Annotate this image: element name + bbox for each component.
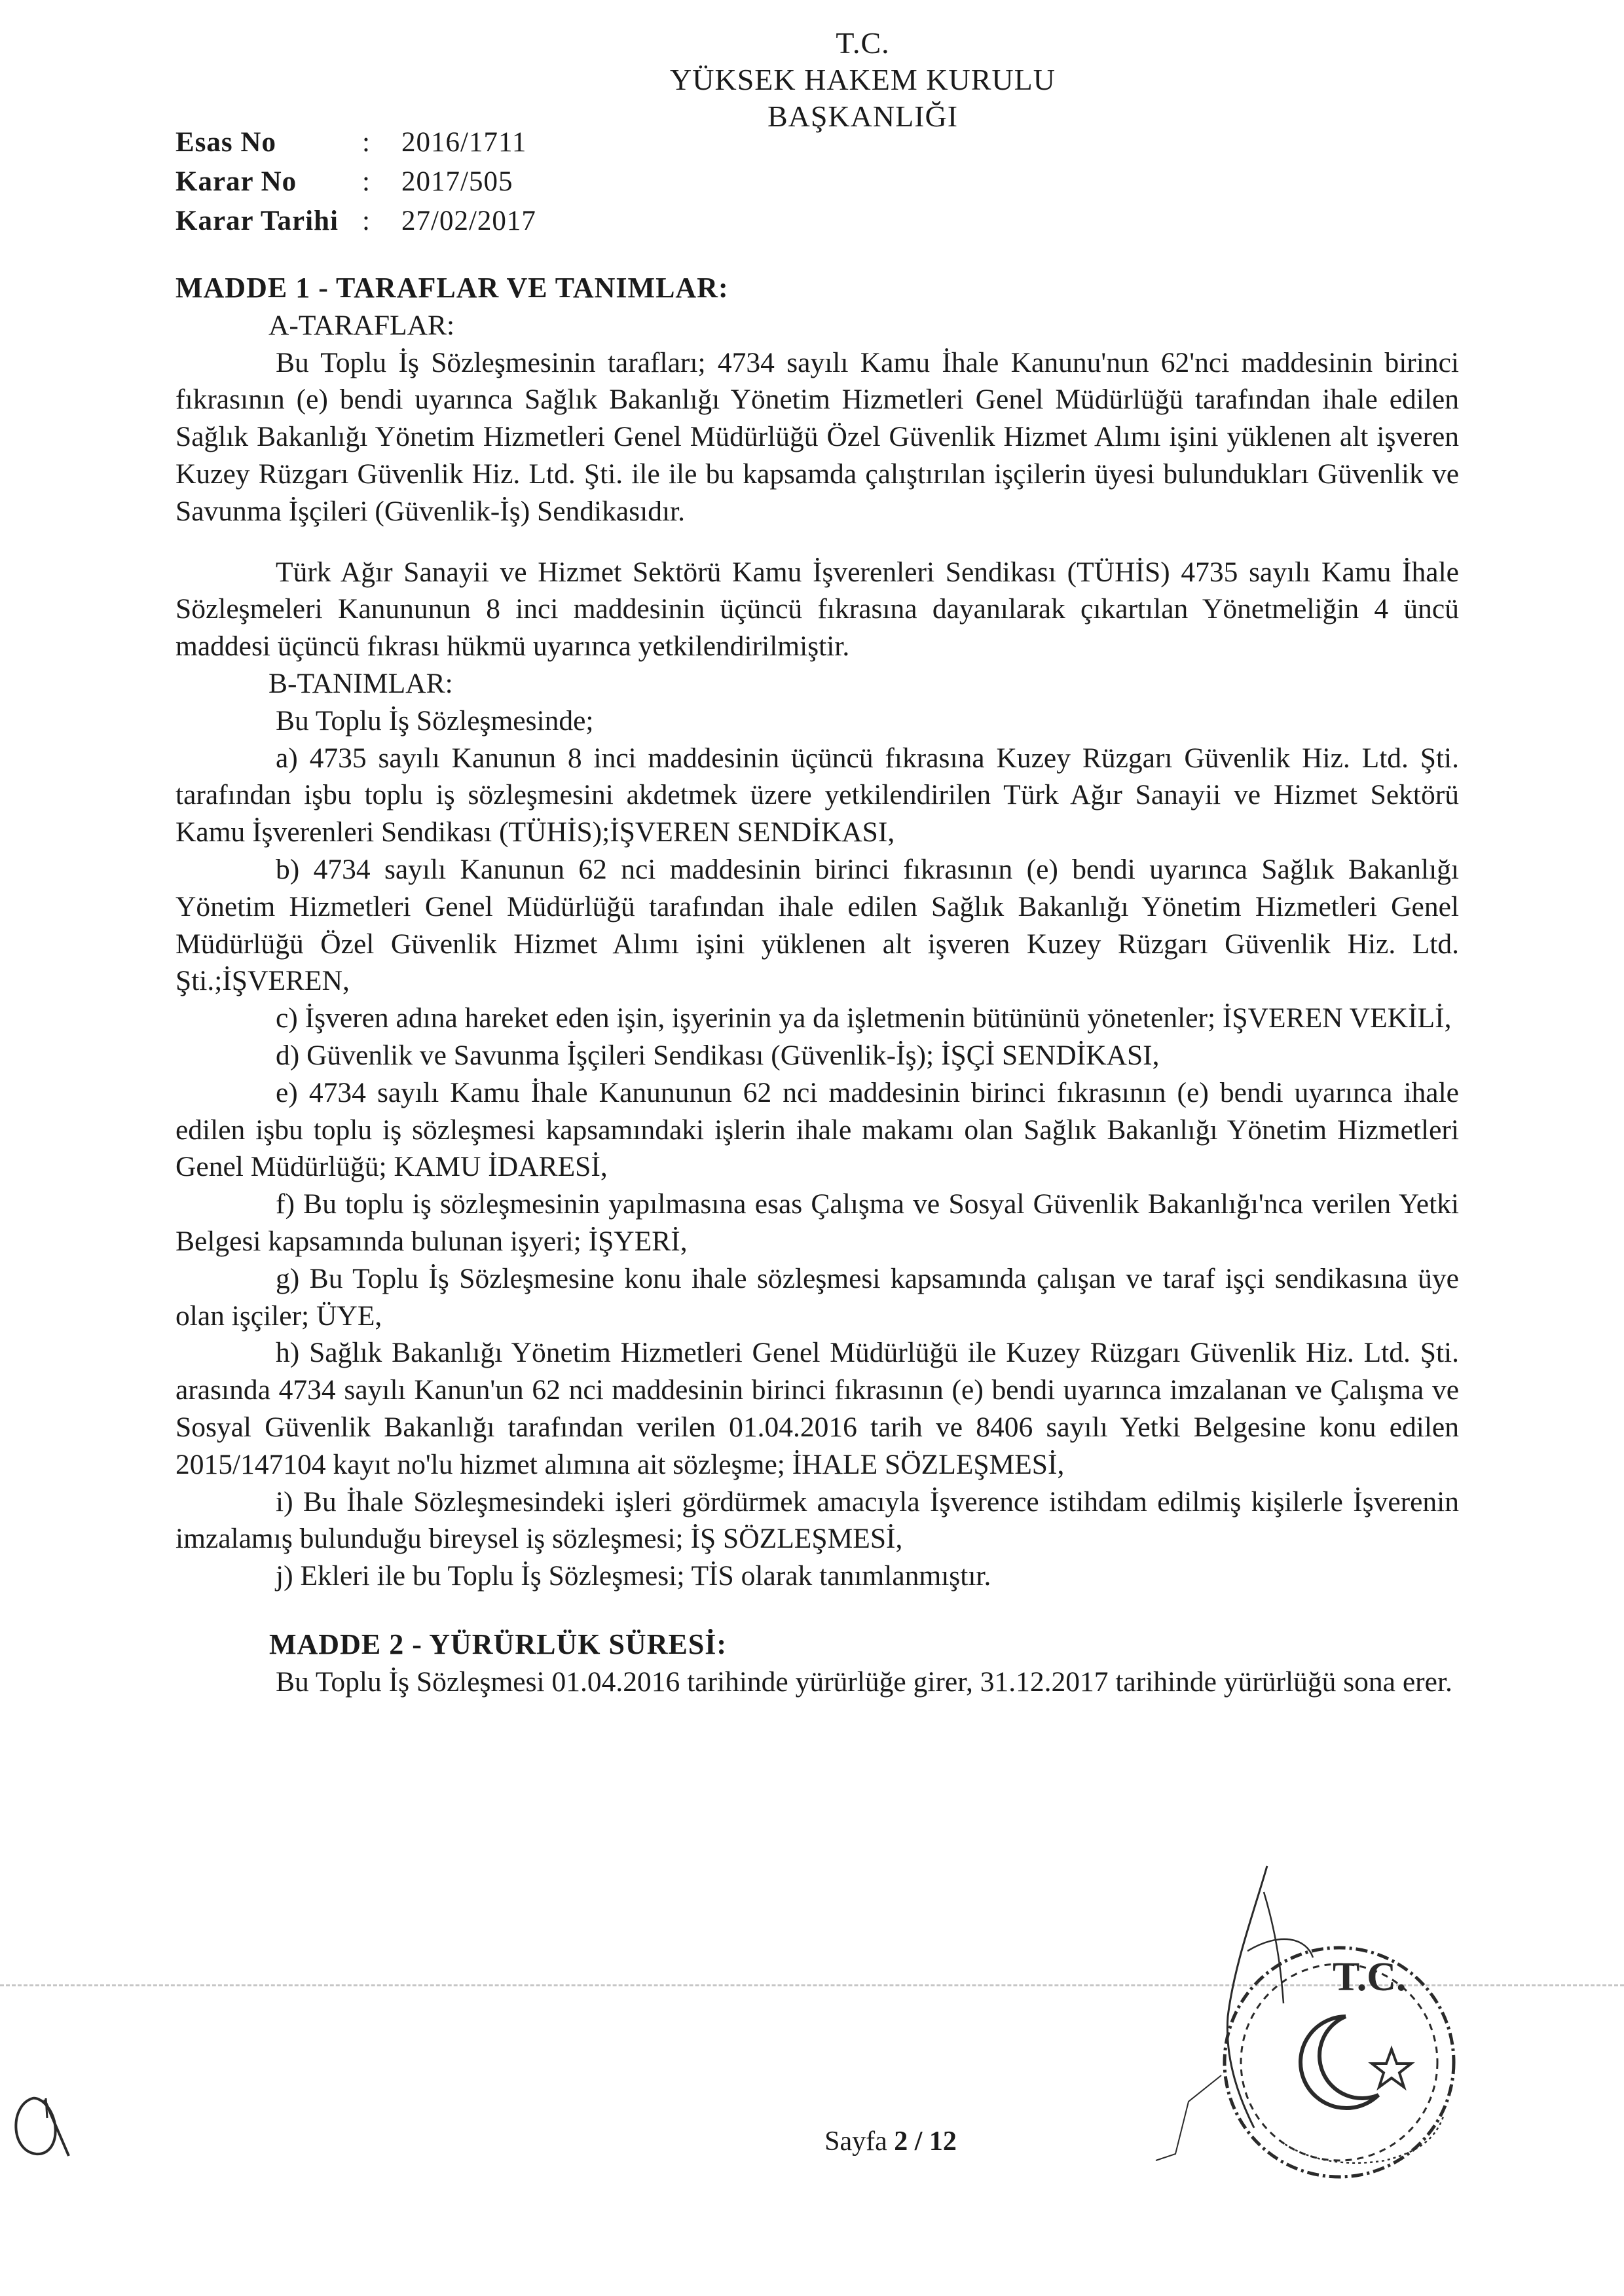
definition-d: d) Güvenlik ve Savunma İşçileri Sendikası (Güvenlik-İş); İŞÇİ SENDİKASI, [276, 1039, 1160, 1071]
page-current: 2 [894, 2126, 908, 2157]
page-separator: / [914, 2126, 923, 2157]
header-institution: YÜKSEK HAKEM KURULU [670, 63, 1056, 96]
madde1-heading: MADDE 1 - TARAFLAR VE TANIMLAR: [175, 272, 729, 304]
definition-g: g) Bu Toplu İş Sözleşmesine konu ihale sözleşmesi kapsamında çalışan ve taraf işçi sendikasına üye olan işçiler; ÜYE, [175, 1262, 1459, 1332]
definition-j: j) Ekleri ile bu Toplu İş Sözleşmesi; TİS olarak tanımlanmıştır. [276, 1560, 991, 1592]
karar-label: Karar No [175, 166, 297, 197]
taraflar-heading: A-TARAFLAR: [268, 309, 455, 341]
header-tc: T.C. [836, 26, 890, 60]
definition-b: b) 4734 sayılı Kanunun 62 nci maddesinin birinci fıkrasının (e) bendi uyarınca Sağlık Bakanlığı Yönetim Hizmetleri Genel Müdürlüğü tarafından ihale edilen Sağlık Bakanlığı Yönetim Hizmetleri Genel Müdürlüğü Özel Güvenlik Hizmet Alımı işini yüklenen alt işveren Kuzey Rüzgarı Güvenlik Hiz. Ltd. Şti.;İŞVEREN, [175, 853, 1459, 997]
seal-text: T.C. [1333, 1955, 1407, 1999]
spacer [175, 1595, 1459, 1626]
document-body [175, 270, 1459, 1700]
definition-f: f) Bu toplu iş sözleşmesinin yapılmasına esas Çalışma ve Sosyal Güvenlik Bakanlığı'nca verilen Yetki Belgesi kapsamında bulunan işyeri; İŞYERİ, [175, 1188, 1459, 1257]
tanimlar-heading: B-TANIMLAR: [268, 667, 453, 699]
karar-value: 2017/505 [401, 166, 513, 197]
definition-h: h) Sağlık Bakanlığı Yönetim Hizmetleri Genel Müdürlüğü ile Kuzey Rüzgarı Güvenlik Hiz. Ltd. Şti. arasında 4734 sayılı Kanun'un 62 nci maddesinin birinci fıkrasının (e) bendi uyarınca imzalanan ve Çalışma ve Sosyal Güvenlik Bakanlığı tarafından verilen 01.04.2016 tarih ve 8406 sayılı Yetki Belgesine konu edilen 2015/147104 kayıt no'lu hizmet alımına ait sözleşme; İHALE SÖZLEŞMESİ, [175, 1337, 1459, 1480]
definition-a: a) 4735 sayılı Kanunun 8 inci maddesinin üçüncü fıkrasına Kuzey Rüzgarı Güvenlik Hiz. Ltd. Şti. tarafından işbu toplu iş sözleşmesini akdetmek üzere yetkilendirilen Türk Ağır Sanayii ve Hizmet Sektörü Kamu İşverenleri Sendikası (TÜHİS);İŞVEREN SENDİKASI, [175, 742, 1459, 848]
esas-row [175, 123, 536, 162]
karar-row [175, 162, 536, 202]
tarih-label: Karar Tarihi [175, 206, 339, 236]
esas-label: Esas No [175, 127, 276, 158]
taraflar-paragraph-1: Bu Toplu İş Sözleşmesinin tarafları; 4734 sayılı Kamu İhale Kanunu'nun 62'nci maddesinin birinci fıkrasının (e) bendi uyarınca Sağlık Bakanlığı Yönetim Hizmetleri Genel Müdürlüğü tarafından ihale edilen Sağlık Bakanlığı Yönetim Hizmetleri Genel Müdürlüğü Özel Güvenlik Hizmet Alımı işini yüklenen alt işveren Kuzey Rüzgarı Güvenlik Hiz. Ltd. Şti. ile ile bu kapsamda çalıştırılan işçilerin üyesi bulundukları Güvenlik ve Savunma İşçileri (Güvenlik-İş) Sendikasıdır. [175, 346, 1459, 527]
page-label: Sayfa [824, 2126, 887, 2157]
header-presidency: BAŞKANLIĞI [767, 100, 959, 133]
madde2-heading: MADDE 2 - YÜRÜRLÜK SÜRESİ: [269, 1628, 728, 1660]
institution-header [0, 25, 1624, 135]
case-info [175, 123, 536, 241]
definition-i: i) Bu İhale Sözleşmesindeki işleri gördürmek amacıyla İşverence istihdam edilmiş kişilerle İşverenin imzalamış bulunduğu bireysel iş sözleşmesi; İŞ SÖZLEŞMESİ, [175, 1485, 1459, 1555]
esas-sep: : [362, 127, 370, 158]
tarih-row [175, 202, 536, 241]
tarih-value: 27/02/2017 [401, 206, 536, 236]
taraflar-paragraph-2: Türk Ağır Sanayii ve Hizmet Sektörü Kamu İşverenleri Sendikası (TÜHİS) 4735 sayılı Kamu İhale Sözleşmeleri Kanununun 8 inci maddesinin üçüncü fıkrasına dayanılarak çıkartılan Yönetmeliğin 4 üncü maddesi üçüncü fıkrası hükmü uyarınca yetkilendirilmiştir. [175, 556, 1459, 663]
page-total: 12 [929, 2126, 957, 2157]
esas-value: 2016/1711 [401, 127, 527, 158]
page-number [79, 2126, 1624, 2157]
tanimlar-intro: Bu Toplu İş Sözleşmesinde; [276, 704, 594, 737]
madde2-paragraph: Bu Toplu İş Sözleşmesi 01.04.2016 tarihinde yürürlüğe girer, 31.12.2017 tarihinde yürürlüğü sona erer. [276, 1666, 1452, 1698]
definition-e: e) 4734 sayılı Kamu İhale Kanununun 62 nci maddesinin birinci fıkrasının (e) bendi uyarınca ihale edilen işbu toplu iş sözleşmesi kapsamındaki işlerin ihale makamı olan Sağlık Bakanlığı Yönetim Hizmetleri Genel Müdürlüğü; KAMU İDARESİ, [175, 1076, 1459, 1183]
tarih-sep: : [362, 206, 370, 236]
karar-sep: : [362, 166, 370, 197]
spacer [175, 530, 1459, 554]
definition-c: c) İşveren adına hareket eden işin, işyerinin ya da işletmenin bütününü yönetenler; İŞVEREN VEKİLİ, [276, 1002, 1452, 1034]
